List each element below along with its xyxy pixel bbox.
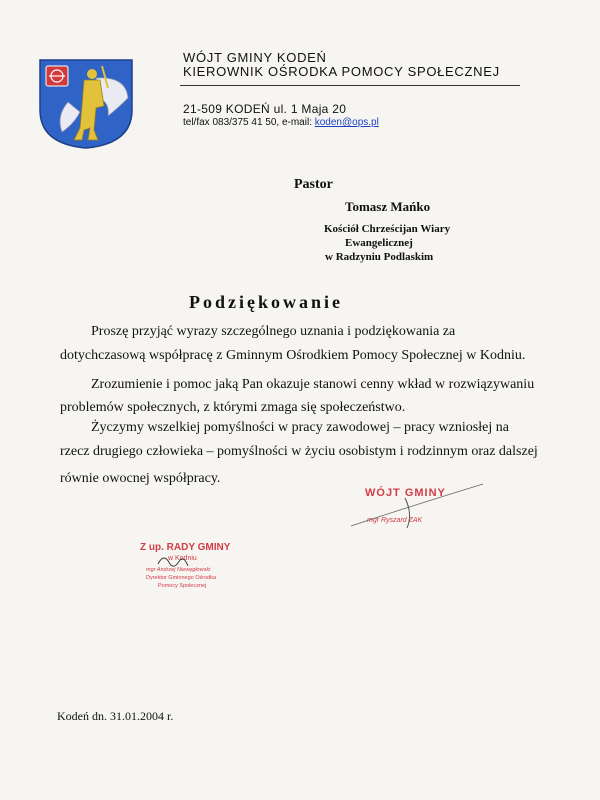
coat-of-arms-logo [38, 58, 134, 150]
stamp-left-line4: Dyrektor Gminnego Ośrodka [146, 575, 216, 581]
body-line: dotychczasową współpracę z Gminnym Ośrodkiem Pomocy Społecznej w Kodniu. [60, 348, 526, 363]
header-contact [183, 117, 379, 128]
body-line: Zrozumienie i pomoc jaką Pan okazuje stanowi cenny wkład w rozwiązywaniu [91, 377, 535, 392]
letter-date: Kodeń dn. 31.01.2004 r. [57, 709, 174, 723]
stamp-right-line2: mgr Ryszard ZAK [367, 517, 423, 524]
letter-title: Podziękowanie [189, 292, 343, 312]
recipient-org-line1: Kościół Chrześcijan Wiary [324, 223, 451, 235]
recipient-org-line3: w Radzyniu Podlaskim [325, 251, 434, 263]
recipient-org-line2: Ewangelicznej [345, 237, 413, 249]
recipient-title: Pastor [294, 177, 333, 192]
header-address: 21-509 KODEŃ ul. 1 Maja 20 [183, 102, 347, 116]
body-line: rzecz drugiego człowieka – pomyślności w życiu osobistym i rodzinnym oraz dalszej [60, 444, 538, 459]
recipient-name: Tomasz Mańko [345, 199, 431, 214]
header-office-title: WÓJT GMINY KODEŃ [183, 50, 327, 65]
body-line: równie owocnej współpracy. [60, 471, 221, 486]
body-line: problemów społecznych, z którymi zmaga się społeczeństwo. [60, 400, 406, 415]
header-office-subtitle: KIEROWNIK OŚRODKA POMOCY SPOŁECZNEJ [183, 64, 500, 79]
stamp-right-line1: WÓJT GMINY [365, 487, 446, 499]
contact-phone: tel/fax 083/375 41 50, e-mail: [183, 117, 315, 128]
council-stamp [126, 530, 256, 600]
body-line: Życzymy wszelkiej pomyślności w pracy zawodowej – pracy wzniosłej na [91, 420, 509, 435]
mayor-stamp [345, 478, 490, 538]
stamp-left-line5: Pomocy Społecznej [158, 583, 207, 589]
stamp-left-line1: Z up. RADY GMINY [140, 542, 231, 553]
header-divider [180, 85, 520, 86]
email-link[interactable]: koden@ops.pl [314, 117, 379, 128]
stamp-left-line3: mgr Andrzej Niewęgłowski [146, 567, 211, 573]
body-line: Proszę przyjąć wyrazy szczególnego uznania i podziękowania za [91, 324, 456, 339]
stamp-left-line2: w Kodniu [168, 555, 197, 562]
